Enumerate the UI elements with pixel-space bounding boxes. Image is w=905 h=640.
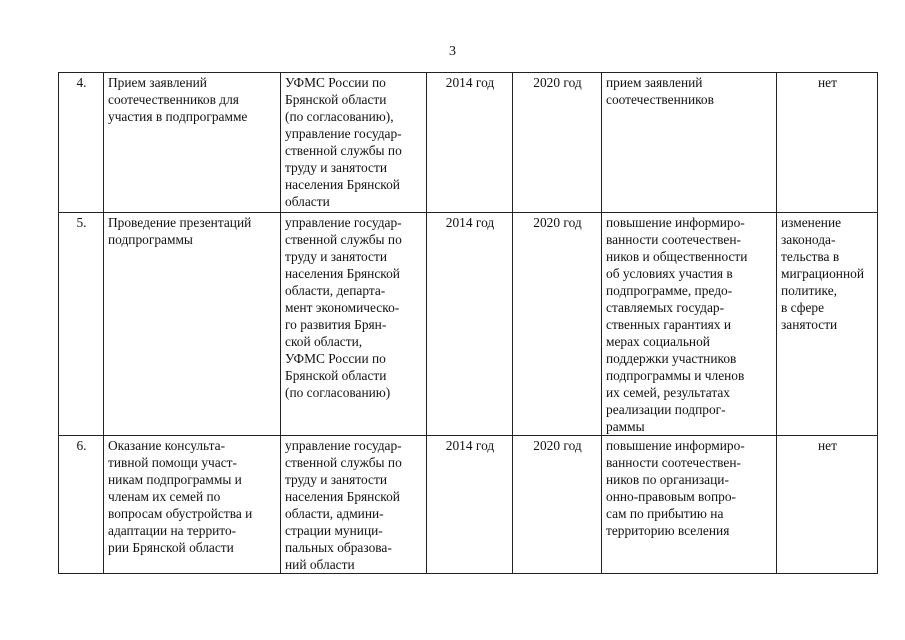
- executors-cell: управление государ- ственной службы по труду и занятости населения Брянской области, департа- мент экономическо- го развития Брян- ской области, УФМС России по Брянской области (по согласованию): [281, 213, 427, 436]
- end-year-cell: 2020 год: [513, 436, 602, 574]
- result-cell: повышение информиро- ванности соотечествен- ников и общественности об условиях участия в подпрограмме, предо- ставляемых государ- ственных гарантиях и мерах социальной поддержки участников подпрограммы и членов их семей, результатах реализации подпрог- раммы: [602, 213, 777, 436]
- row-number: 5.: [59, 213, 104, 436]
- end-year-cell: 2020 год: [513, 73, 602, 213]
- start-year-cell: 2014 год: [427, 213, 513, 436]
- start-year-cell: 2014 год: [427, 73, 513, 213]
- result-cell: повышение информиро- ванности соотечествен- ников по организаци- онно-правовым вопро- сам по прибытию на территорию вселения: [602, 436, 777, 574]
- risk-cell: нет: [777, 73, 878, 213]
- page-number: 3: [449, 44, 456, 59]
- row-number: 4.: [59, 73, 104, 213]
- end-year-cell: 2020 год: [513, 213, 602, 436]
- risk-cell: изменение законода- тельства в миграционной политике, в сфере занятости: [777, 213, 878, 436]
- table-row: [59, 213, 878, 436]
- result-cell: прием заявлений соотечественников: [602, 73, 777, 213]
- activity-cell: Прием заявлений соотечественников для участия в подпрограмме: [104, 73, 281, 213]
- risk-cell: нет: [777, 436, 878, 574]
- table-row: [59, 73, 878, 213]
- activity-cell: Оказание консульта- тивной помощи участ- никам подпрограммы и членам их семей по вопросам обустройства и адаптации на террито- рии Брянской области: [104, 436, 281, 574]
- executors-cell: управление государ- ственной службы по труду и занятости населения Брянской области, админи- страции муници- пальных образова- ний области: [281, 436, 427, 574]
- start-year-cell: 2014 год: [427, 436, 513, 574]
- row-number: 6.: [59, 436, 104, 574]
- program-activities-table: [58, 72, 878, 574]
- table-row: [59, 436, 878, 574]
- activity-cell: Проведение презентаций подпрограммы: [104, 213, 281, 436]
- executors-cell: УФМС России по Брянской области (по согласованию), управление государ- ственной службы по труду и занятости населения Брянской области: [281, 73, 427, 213]
